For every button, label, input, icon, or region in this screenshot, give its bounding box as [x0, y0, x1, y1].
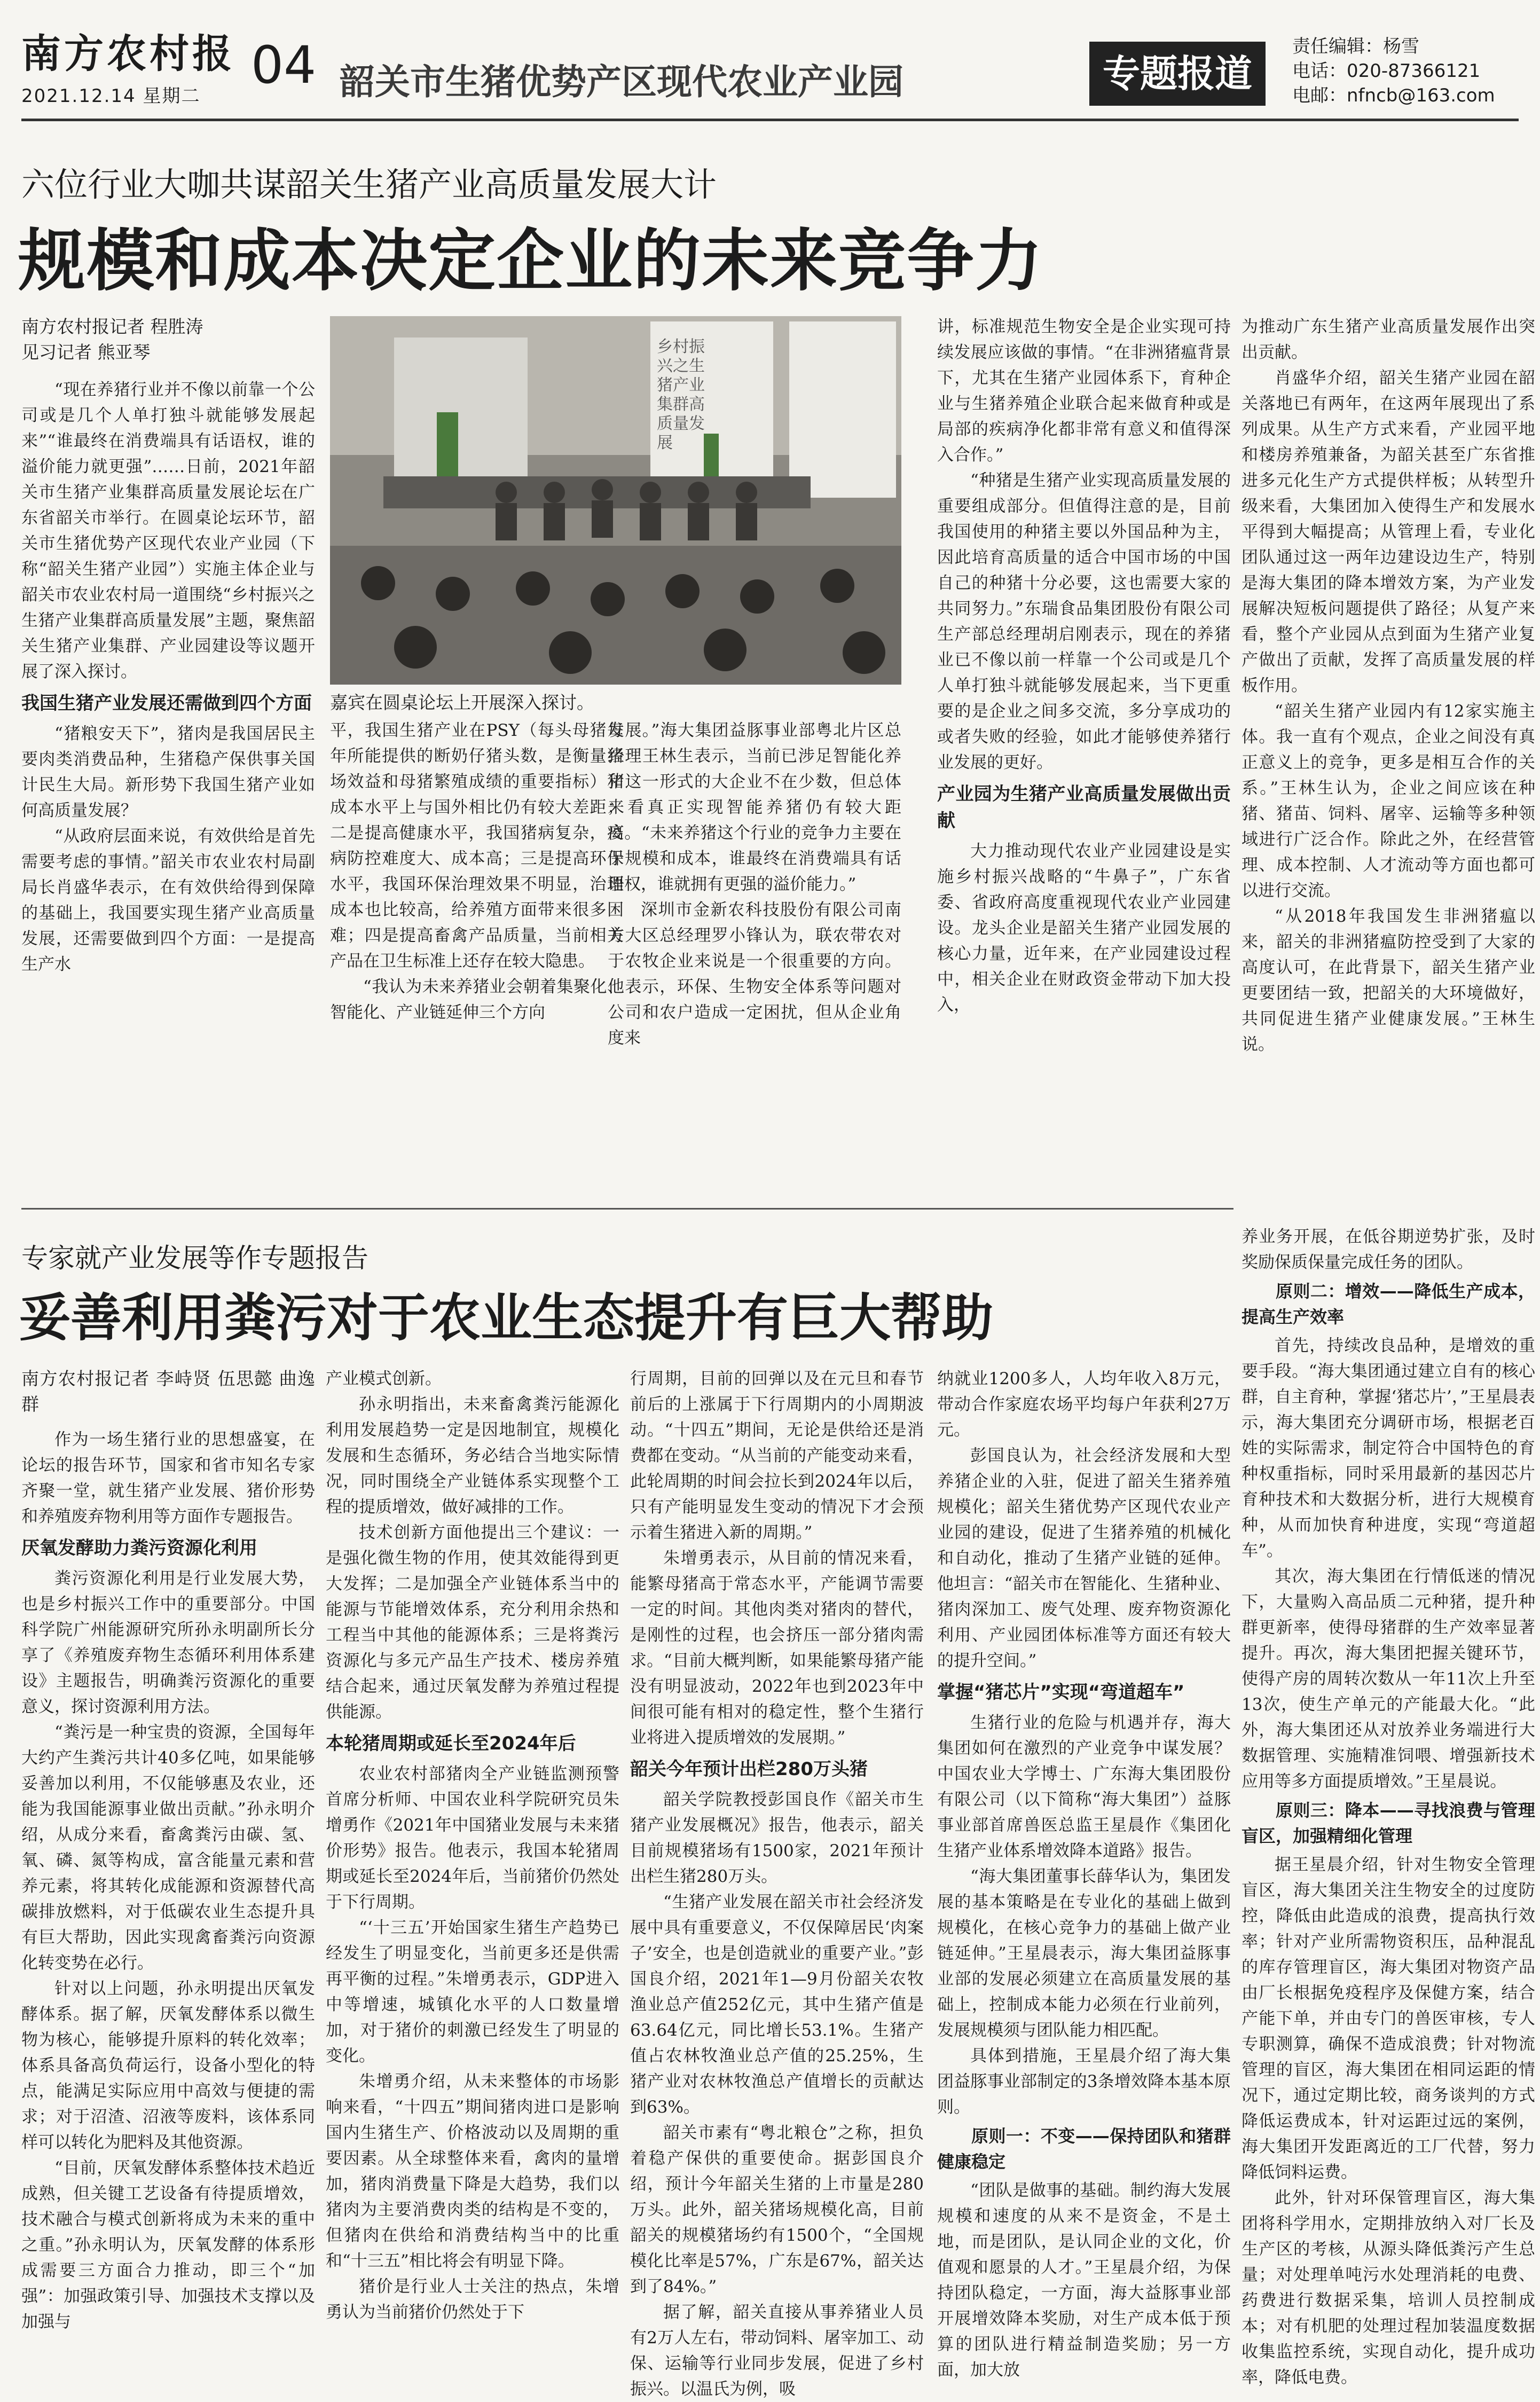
paragraph: 为推动广东生猪产业高质量发展作出突出贡献。	[1242, 317, 1535, 362]
paragraph: 韶关学院教授彭国良作《韶关市生猪产业发展概况》报告，他表示，韶关目前规模猪场有1500家，2021年预计出栏生猪280万头。	[630, 1790, 924, 1886]
article1-column-2	[330, 718, 624, 1198]
subheading: 掌握“猪芯片”实现“弯道超车”	[937, 1682, 1185, 1703]
topic-label: 专题报道	[1089, 42, 1266, 106]
article2-column-2	[326, 1366, 619, 2322]
article1-column-3	[608, 718, 901, 1198]
paragraph: 粪污资源化利用是行业发展大势，也是乡村振兴工作中的重要部分。中国科学院广州能源研究所孙永明副所长分享了《养殖废弃物生态循环利用体系建设》主题报告，明确粪污资源化的重要意义，探讨资源利用方法。	[21, 1569, 315, 1716]
paragraph: 纳就业1200多人，人均年收入8万元，带动合作家庭农场平均每户年获利27万元。	[937, 1369, 1231, 1440]
paragraph: 产业模式创新。	[326, 1369, 442, 1388]
paragraph: “生猪产业发展在韶关市社会经济发展中具有重要意义，不仅保障居民‘肉案子’安全，也是创造就业的重要产业。”彭国良介绍，2021年1—9月份韶关农牧渔业总产值252亿元，其中生猪产值是63.64亿元，同比增长53.1%。生猪产值占农林牧渔业总产值的25.25%，生猪产业对农林牧渔总产值增长的贡献达到63%。	[630, 1893, 924, 2117]
paragraph: 朱增勇表示，从目前的情况来看，能繁母猪高于常态水平，产能调节需要一定的时间。其他肉类对猪肉的替代，是刚性的过程，也会挤压一部分猪肉需求。“目前大概判断，如果能繁母猪产能没有明显波动，2022年也到2023年中间很可能有相对的稳定性，整个生猪行业将进入提质增效的发展期。”	[630, 1549, 924, 1747]
article1-column-1	[21, 314, 315, 1195]
paragraph: 讲，标准规范生物安全是企业实现可持续发展应该做的事情。“在非洲猪瘟背景下，尤其在生猪产业园体系下，育种企业与生猪养殖企业联合起来做育种或是局部的疾病净化都非常有意义和值得深入合作。”	[937, 317, 1231, 465]
principle-heading: 原则三：降本——寻找浪费与管理盲区，加强精细化管理	[1242, 1800, 1535, 1846]
principle-heading: 原则一：不变——保持团队和猪群健康稳定	[937, 2126, 1231, 2172]
paragraph: 大力推动现代农业产业园建设是实施乡村振兴战略的“牛鼻子”，广东省委、省政府高度重视现代农业产业园建设。龙头企业是韶关生猪产业园发展的核心力量，近年来，在产业园建设过程中，相关企业在财政资金带动下加大投入，	[937, 842, 1231, 1015]
paragraph: 据了解，韶关直接从事养猪业人员有2万人左右，带动饲料、屠宰加工、动保、运输等行业同步发展，促进了乡村振兴。以温氏为例，吸	[630, 2303, 924, 2399]
paragraph: 韶关市素有“粤北粮仓”之称，担负着稳产保供的重要使命。据彭国良介绍，预计今年韶关生猪的上市量是280万头。此外，韶关猪场规模化高，目前韶关的规模猪场约有1500个，“全国规模化比率是57%，广东是67%，韶关达到了84%。”	[630, 2123, 924, 2296]
paragraph: “从2018年我国发生非洲猪瘟以来，韶关的非洲猪瘟防控受到了大家的高度认可，在此背景下，韶关生猪产业更要团结一致，把韶关的大环境做好，共同促进生猪产业健康发展。”王林生说。	[1242, 907, 1535, 1054]
page-number: 04	[251, 35, 317, 95]
paragraph: 首先，持续改良品种，是增效的重要手段。“海大集团通过建立自有的核心群，自主育种，掌握‘猪芯片’，”王星晨表示，海大集团充分调研市场，根据老百姓的实际需求，制定符合中国特色的育种权重指标，同时采用最新的基因芯片育种技术和大数据分析，进行大规模育种，从而加快育种进度，实现“弯道超车”。	[1242, 1336, 1535, 1560]
paragraph: 彭国良认为，社会经济发展和大型养猪企业的入驻，促进了韶关生猪养殖规模化；韶关生猪优势产区现代农业产业园的建设，促进了生猪养殖的机械化和自动化，推动了生猪产业链的延伸。他坦言：“韶关市在智能化、生猪种业、猪肉深加工、废气处理、废弃物资源化利用、产业园团体标准等方面还有较大的提升空间。”	[937, 1446, 1231, 1670]
paragraph: “‘十三五’开始国家生猪生产趋势已经发生了明显变化，当前更多还是供需再平衡的过程。”朱增勇表示，GDP进入中等增速，城镇化水平的人口数量增加，对于猪价的刺激已经发生了明显的变化。	[326, 1918, 619, 2066]
paragraph: 深圳市金新农科技股份有限公司南方大区总经理罗小锋认为，联农带农对于农牧企业来说是一个很重要的方向。他表示，环保、生物安全体系等问题对公司和农户造成一定困扰，但从企业角度来	[608, 900, 901, 1048]
subheading: 厌氧发酵助力粪污资源化利用	[21, 1537, 257, 1559]
paragraph: 针对以上问题，孙永明提出厌氧发酵体系。据了解，厌氧发酵体系以微生物为核心，能够提升原料的转化效率；体系具备高负荷运行，设备小型化的特点，能满足实际应用中高效与便捷的需求；对于沼渣、沼液等废料，该体系同样可以转化为肥料及其他资源。	[21, 1979, 315, 2152]
paragraph: 发展。”海大集团益豚事业部粤北片区总经理王林生表示，当前已涉足智能化养猪这一形式的大企业不在少数，但总体来看真正实现智能养猪仍有较大距离。“未来养猪这个行业的竞争力主要在于规模和成本，谁最终在消费端具有话语权，谁就拥有更强的溢价能力。”	[608, 721, 901, 894]
article1-column-4	[937, 314, 1231, 1195]
article2-column-1	[21, 1366, 315, 2332]
paragraph: 具体到措施，王星晨介绍了海大集团益豚事业部制定的3条增效降本基本原则。	[937, 2046, 1231, 2117]
subheading: 韶关今年预计出栏280万头猪	[630, 1759, 868, 1780]
editor-phone: 电话：020-87366121	[1292, 60, 1481, 82]
paragraph: “粪污是一种宝贵的资源，全国每年大约产生粪污共计40多亿吨，如果能够妥善加以利用，不仅能够惠及农业，还能为我国能源事业做出贡献。”孙永明介绍，从成分来看，畜禽粪污由碳、氢、氧、磷、氮等构成，富含能量元素和营养元素，将其转化成能源和资源替代高碳排放燃料，对于低碳农业生态提升具有巨大帮助，因此实现禽畜粪污向资源化转变势在必行。	[21, 1723, 315, 1973]
paragraph: 据王星晨介绍，针对生物安全管理盲区，海大集团关注生物安全的过度防控，降低由此造成的浪费，提高执行效率；针对产业所需物资积压，品种混乱的库存管理盲区，海大集团对物资产品由厂长根据免疫程序及保健方案，结合产能下单，并由专门的兽医审核，专人专职测算，确保不造成浪费；针对物流管理的盲区，海大集团在相同运距的情况下，通过定期比较，商务谈判的方式降低运费成本，针对运距过远的案例，海大集团开发距离近的工厂代替，努力降低饲料运费。	[1242, 1855, 1535, 2182]
forum-photo-image	[330, 316, 901, 685]
paragraph: 朱增勇介绍，从未来整体的市场影响来看，“十四五”期间猪肉进口是影响国内生猪生产、价格波动以及周期的重要因素。从全球整体来看，禽肉的量增加，猪肉消费量下降是大趋势，我们以猪肉为主要消费肉类的结构是不变的，但猪肉在供给和消费结构当中的比重和“十三五”相比将会有明显下降。	[326, 2072, 619, 2271]
principle-heading: 原则二：增效——降低生产成本，提高生产效率	[1242, 1281, 1535, 1327]
paragraph: 技术创新方面他提出三个建议：一是强化微生物的作用，使其效能得到更大发挥；二是加强全产业链体系当中的能源与节能增效体系，充分利用余热和工程当中其他的能源体系；三是将粪污资源化与多元产品生产技术、楼房养殖结合起来，通过厌氧发酵为养殖过程提供能源。	[326, 1523, 619, 1722]
editor-info	[1292, 34, 1527, 108]
paragraph: 其次，海大集团在行情低迷的情况下，大量购入高品质二元种猪，提升种群更新率，使得母猪群的生产效率显著提升。再次，海大集团把握关键环节，使得产房的周转次数从一年11次上升至13次，使生产单元的产能最大化。“此外，海大集团还从对放养业务端进行大数据管理、实施精准饲喂、增强新技术应用等多方面提质增效。”王星晨说。	[1242, 1567, 1535, 1791]
paragraph: “种猪是生猪产业实现高质量发展的重要组成部分。但值得注意的是，目前我国使用的种猪主要以外国品种为主，因此培育高质量的适合中国市场的中国自己的种猪十分必要，这也需要大家的共同努力。”东瑞食品集团股份有限公司生产部总经理胡启刚表示，现在的养猪业已不像以前一样靠一个公司或是几个人单打独斗就能够发展起来，当下更重要的是企业之间多交流，多分享成功的或者失败的经验，如此才能够使养猪行业发展的更好。	[937, 471, 1231, 772]
article-divider	[21, 1208, 1233, 1210]
article2-column-5	[1242, 1224, 1535, 2387]
article2-kicker: 专家就产业发展等作专题报告	[21, 1243, 368, 1274]
editor-email: 电邮：nfncb@163.com	[1292, 85, 1495, 106]
paragraph: 肖盛华介绍，韶关生猪产业园在韶关落地已有两年，在这两年展现出了系列成果。从生产方式来看，产业园平地和楼房养殖兼备，为韶关甚至广东省推进多元化生产方式提供样板；从转型升级来看，大集团加入使得生产和发展水平得到大幅提高；从管理上看，专业化团队通过这一两年边建设边生产，特别是海大集团的降本增效方案，为产业发展解决短板问题提供了路径；从复产来看，整个产业园从点到面为生猪产业复产做出了贡献，发挥了高质量发展的样板作用。	[1242, 368, 1535, 695]
section-title: 韶关市生猪优势产区现代农业产业园	[340, 61, 903, 103]
paragraph: “猪粮安天下”，猪肉是我国居民主要肉类消费品种，生猪稳产保供事关国计民生大局。新形势下我国生猪产业如何高质量发展？	[21, 724, 315, 820]
paragraph: “团队是做事的基础。制约海大发展规模和速度的从来不是资金，不是土地，而是团队，是认同企业的文化，价值观和愿景的人才。”王星晨介绍，为保持团队稳定，一方面，海大益豚事业部开展增效降本奖励，对生产成本低于预算的团队进行精益制造奖励；另一方面，加大放	[937, 2181, 1231, 2380]
paragraph: 孙永明指出，未来畜禽粪污能源化利用发展趋势一定是因地制宜，规模化发展和生态循环，务必结合当地实际情况，同时围绕全产业链体系实现整个工程的提质增效，做好减排的工作。	[326, 1395, 619, 1517]
paragraph: 农业农村部猪肉全产业链监测预警首席分析师、中国农业科学院研究员朱增勇作《2021年中国猪业发展与未来猪价形势》报告。他表示，我国本轮猪周期或延长至2024年后，当前猪价仍然处于下行周期。	[326, 1764, 619, 1912]
byline: 南方农村报记者 程胜涛	[21, 316, 203, 337]
paragraph: 行周期，目前的回弹以及在元旦和春节前后的上涨属于下行周期内的小周期波动。“十四五”期间，无论是供给还是消费都在变动。“从当前的产能变动来看，此轮周期的时间会拉长到2024年以后，只有产能明显发生变动的情况下才会预示着生猪进入新的周期。”	[630, 1369, 924, 1542]
paragraph: 养业务开展，在低谷期逆势扩张，及时奖励保质保量完成任务的团队。	[1242, 1227, 1535, 1272]
editor-name: 责任编辑：杨雪	[1292, 36, 1419, 57]
newspaper-logo: 南方农村报	[21, 31, 235, 77]
photo-caption: 嘉宾在圆桌论坛上开展深入探讨。	[330, 692, 594, 713]
article1-kicker: 六位行业大咖共谋韶关生猪产业高质量发展大计	[21, 165, 717, 204]
paragraph: “海大集团董事长薛华认为，集团发展的基本策略是在专业化的基础上做到规模化，在核心竞争力的基础上做产业链延伸。”王星晨表示，海大集团益豚事业部的发展必须建立在高质量发展的基础上，控制成本能力必须在行业前列，发展规模须与团队能力相匹配。	[937, 1867, 1231, 2040]
issue-date: 2021.12.14 星期二	[21, 85, 201, 107]
forum-photo	[330, 316, 901, 685]
masthead-divider	[21, 119, 1519, 121]
subheading: 本轮猪周期或延长至2024年后	[326, 1733, 576, 1754]
byline: 见习记者 熊亚琴	[21, 342, 151, 363]
subheading: 我国生猪产业发展还需做到四个方面	[21, 693, 312, 714]
article2-column-4	[937, 1366, 1231, 2380]
paragraph: “从政府层面来说，有效供给是首先需要考虑的事情。”韶关市农业农村局副局长肖盛华表示，在有效供给得到保障的基础上，我国要实现生猪产业高质量发展，还需要做到四个方面：一是提高生产水	[21, 827, 315, 974]
paragraph: 此外，针对环保管理盲区，海大集团将科学用水，定期排放纳入对厂长及生产区的考核，从源头降低粪污产生总量；对处理单吨污水处理消耗的电费、药费进行数据采集，培训人员控制成本；对有机肥的处理过程加装温度数据收集监控系统，实现自动化，提升成功率，降低电费。	[1242, 2188, 1535, 2387]
paragraph: 作为一场生猪行业的思想盛宴，在论坛的报告环节，国家和省市知名专家齐聚一堂，就生猪产业发展、猪价形势和养殖废弃物利用等方面作专题报告。	[21, 1430, 315, 1526]
paragraph: “我认为未来养猪业会朝着集聚化、智能化、产业链延伸三个方向	[330, 977, 624, 1022]
byline: 南方农村报记者 李峙贤 伍思懿 曲逸群	[21, 1368, 315, 1415]
stage-banner-text: 乡村振兴之生猪产业集群高质量发展	[657, 337, 705, 452]
paragraph: 猪价是行业人士关注的热点，朱增勇认为当前猪价仍然处于下	[326, 2277, 619, 2322]
article1-headline: 规模和成本决定企业的未来竞争力	[18, 222, 1043, 300]
paragraph: “现在养猪行业并不像以前靠一个公司或是几个人单打独斗就能够发展起来”“谁最终在消费端具有话语权，谁的溢价能力就更强”……日前，2021年韶关市生猪产业集群高质量发展论坛在广东省韶关市举行。在圆桌论坛环节，韶关市生猪优势产区现代农业产业园（下称“韶关生猪产业园”）实施主体企业与韶关市农业农村局一道围绕“乡村振兴之生猪产业集群高质量发展”主题，聚焦韶关生猪产业集群、产业园建设等议题开展了深入探讨。	[21, 380, 315, 681]
paragraph: 平，我国生猪产业在PSY（每头母猪每年所能提供的断奶仔猪头数，是衡量猪场效益和母猪繁殖成绩的重要指标）和成本水平上与国外相比仍有较大差距；二是提高健康水平，我国猪病复杂，疫病防控难度大、成本高；三是提高环保水平，我国环保治理效果不明显，治理成本也比较高，给养殖方面带来很多困难；四是提高畜禽产品质量，当前相关产品在卫生标准上还存在较大隐患。	[330, 721, 624, 971]
paragraph: “目前，厌氧发酵体系整体技术趋近成熟，但关键工艺设备有待提质增效，技术融合与模式创新将成为未来的重中之重。”孙永明认为，厌氧发酵的体系形成需要三方面合力推动，即三个“加强”：加强政策引导、加强技术支撑以及加强与	[21, 2158, 315, 2332]
paragraph: 生猪行业的危险与机遇并存，海大集团如何在激烈的产业竞争中谋发展？中国农业大学博士、广东海大集团股份有限公司（以下简称“海大集团”）益豚事业部首席兽医总监王星晨作《集团化生猪产业体系增效降本道路》报告。	[937, 1713, 1231, 1861]
article2-headline: 妥善利用粪污对于农业生态提升有巨大帮助	[19, 1288, 993, 1348]
paragraph: “韶关生猪产业园内有12家实施主体。我一直有个观点，企业之间没有真正意义上的竞争，更多是相互合作的关系。”王林生认为，企业之间应该在种猪、猪苗、饲料、屠宰、运输等多种领域进行广泛合作。除此之外，在经营管理、成本控制、人才流动等方面也都可以进行交流。	[1242, 702, 1535, 900]
article2-column-3	[630, 1366, 924, 2399]
subheading: 产业园为生猪产业高质量发展做出贡献	[937, 783, 1231, 831]
article1-column-5	[1242, 314, 1535, 1195]
